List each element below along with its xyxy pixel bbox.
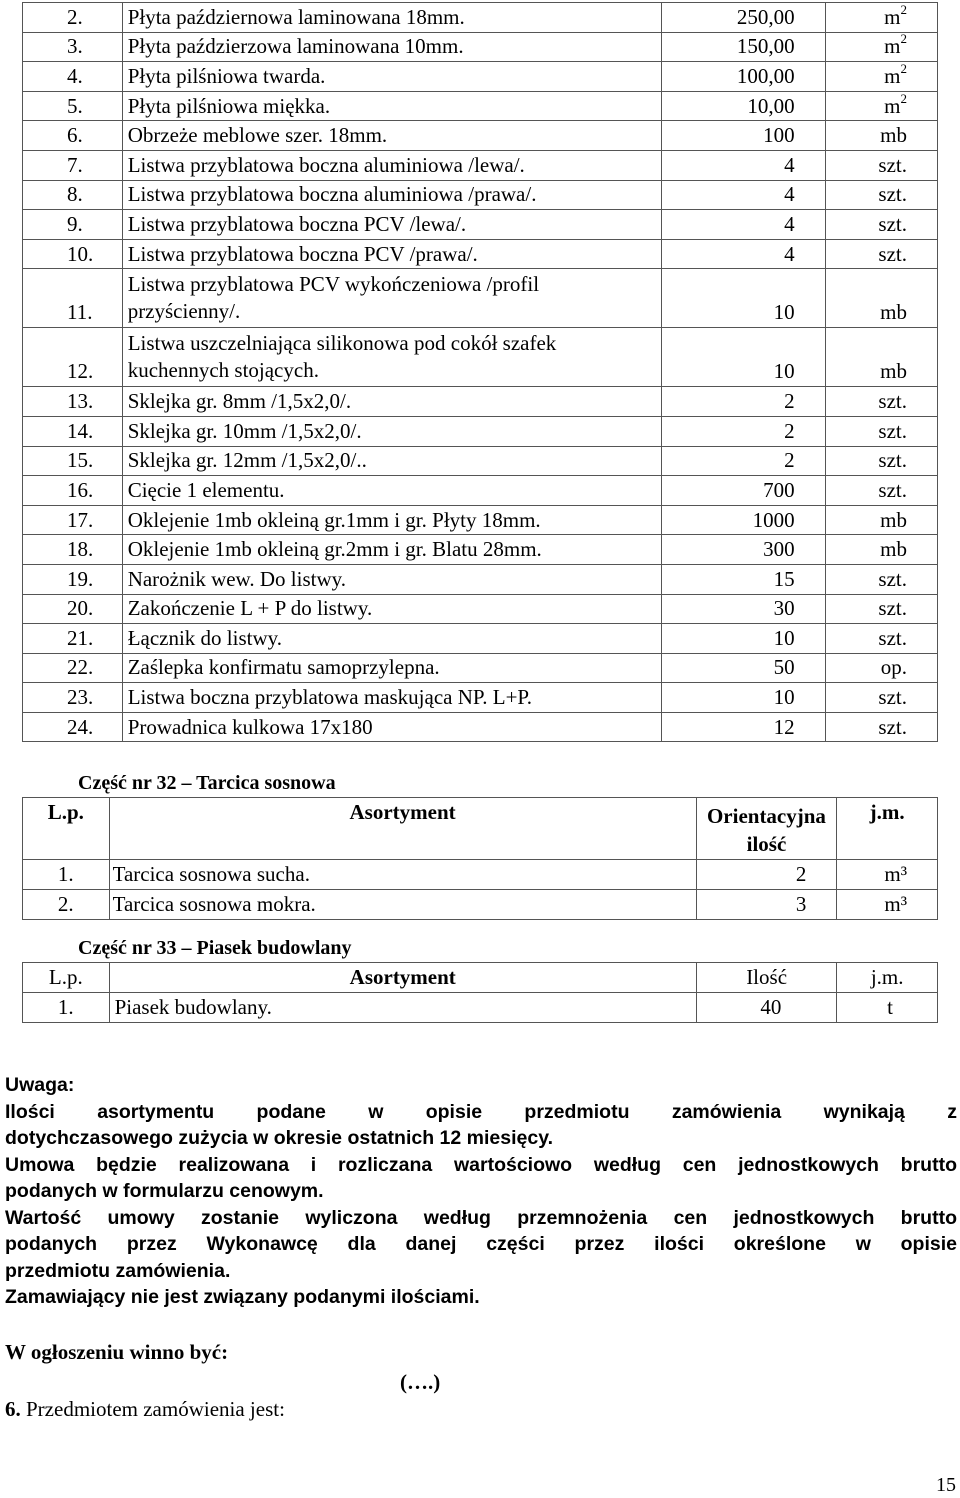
row-number: 13. [23, 387, 123, 417]
row-number: 23. [23, 683, 123, 713]
row-unit [825, 91, 937, 121]
table-header-row [23, 798, 938, 860]
header-lp: L.p. [23, 798, 110, 860]
item-text: Przedmiotem zamówienia jest: [26, 1397, 285, 1421]
row-quantity: 10 [661, 624, 825, 654]
row-description: Płyta pilśniowa twarda. [122, 62, 661, 92]
table-row [23, 476, 938, 506]
unit-text: szt. [878, 596, 907, 621]
unit-text: mb [880, 359, 907, 384]
row-unit [825, 121, 937, 151]
table-row [23, 239, 938, 269]
notes-heading: Uwaga: [5, 1074, 75, 1096]
row-number: 19. [23, 564, 123, 594]
unit-text: szt. [878, 714, 907, 739]
row-unit [825, 505, 937, 535]
row-unit [825, 564, 937, 594]
row-number: 1. [23, 993, 110, 1023]
row-unit [825, 269, 937, 328]
row-quantity: 100 [661, 121, 825, 151]
unit-exponent: 2 [900, 90, 907, 106]
row-unit [825, 594, 937, 624]
header-qty-line1: Orientacyjna [706, 804, 826, 828]
row-description: Oklejenie 1mb okleiną gr.2mm i gr. Blatu 28mm. [122, 535, 661, 565]
row-number: 24. [23, 712, 123, 742]
row-description: Oklejenie 1mb okleiną gr.1mm i gr. Płyty 18mm. [122, 505, 661, 535]
row-number: 17. [23, 505, 123, 535]
row-number: 20. [23, 594, 123, 624]
row-quantity: 50 [661, 653, 825, 683]
row-description: Prowadnica kulkowa 17x180 [122, 712, 661, 742]
note-line: Ilości asortymentu podane w opisie przedmiotu zamówienia wynikają z [5, 1100, 957, 1123]
unit-text: szt. [878, 418, 907, 443]
row-description: Listwa przyblatowa boczna aluminiowa /lewa/. [122, 150, 661, 180]
row-description: Piasek budowlany. [109, 993, 696, 1023]
row-number: 15. [23, 446, 123, 476]
row-quantity: 10 [661, 683, 825, 713]
row-unit [825, 416, 937, 446]
table-row [23, 594, 938, 624]
row-number: 2. [23, 889, 110, 919]
row-unit [825, 32, 937, 62]
row-quantity: 2 [661, 416, 825, 446]
note-line: Zamawiający nie jest związany podanymi ilościami. [5, 1286, 480, 1308]
row-unit [825, 387, 937, 417]
row-number: 4. [23, 62, 123, 92]
table-row [23, 535, 938, 565]
unit-text: szt. [878, 685, 907, 710]
note-line: Umowa będzie realizowana i rozliczana wartościowo według cen jednostkowych brutto [5, 1153, 957, 1176]
row-unit [825, 3, 937, 33]
row-unit [825, 476, 937, 506]
header-unit: j.m. [837, 798, 938, 860]
part32-title: Część nr 32 – Tarcica sosnowa [78, 772, 336, 794]
table-row [23, 32, 938, 62]
unit-text: szt. [878, 152, 907, 177]
unit-text: mb [880, 300, 907, 325]
header-qty [696, 798, 837, 860]
row-description: Tarcica sosnowa sucha. [109, 859, 696, 889]
item-6 [5, 1397, 285, 1422]
row-description: Tarcica sosnowa mokra. [109, 889, 696, 919]
row-description: Płyta pilśniowa miękka. [122, 91, 661, 121]
description-line1: Listwa uszczelniająca silikonowa pod cokół szafek [127, 331, 557, 356]
table-row [23, 210, 938, 240]
unit-text: op. [880, 655, 907, 680]
row-description: Obrzeże meblowe szer. 18mm. [122, 121, 661, 151]
row-quantity: 2 [661, 387, 825, 417]
header-asortyment: Asortyment [109, 963, 696, 993]
table-row [23, 624, 938, 654]
table-row [23, 993, 938, 1023]
row-description: Listwa przyblatowa boczna PCV /lewa/. [122, 210, 661, 240]
row-description [122, 269, 661, 328]
row-quantity: 2 [696, 859, 837, 889]
row-number: 7. [23, 150, 123, 180]
note-line: przedmiotu zamówienia. [5, 1259, 231, 1282]
row-quantity: 4 [661, 210, 825, 240]
row-quantity: 10 [661, 328, 825, 387]
row-quantity: 40 [696, 993, 837, 1023]
row-number: 9. [23, 210, 123, 240]
row-unit [825, 180, 937, 210]
row-description: Zakończenie L + P do listwy. [122, 594, 661, 624]
ogloszenie-heading: W ogłoszeniu winno być: [5, 1340, 229, 1364]
row-quantity: 250,00 [661, 3, 825, 33]
table-row [23, 121, 938, 151]
row-unit: m³ [837, 859, 938, 889]
unit-exponent: 2 [900, 60, 907, 76]
row-number: 11. [23, 269, 123, 328]
unit-text: szt. [878, 477, 907, 502]
unit-text: szt. [878, 211, 907, 236]
row-description: Listwa przyblatowa boczna PCV /prawa/. [122, 239, 661, 269]
row-unit [825, 328, 937, 387]
row-unit [825, 712, 937, 742]
note-line: Wartość umowy zostanie wyliczona według przemnożenia cen jednostkowych brutto [5, 1206, 957, 1229]
part33-table [22, 962, 938, 1023]
table-row [23, 387, 938, 417]
row-quantity: 10,00 [661, 91, 825, 121]
row-unit [825, 239, 937, 269]
table-row [23, 180, 938, 210]
part33-title: Część nr 33 – Piasek budowlany [78, 937, 352, 959]
table-row [23, 150, 938, 180]
row-description [122, 328, 661, 387]
row-number: 12. [23, 328, 123, 387]
row-number: 21. [23, 624, 123, 654]
header-unit: j.m. [837, 963, 938, 993]
ellipsis: (….) [400, 1370, 441, 1394]
row-quantity: 3 [696, 889, 837, 919]
row-number: 6. [23, 121, 123, 151]
table-row [23, 505, 938, 535]
row-unit [825, 446, 937, 476]
row-unit [825, 62, 937, 92]
table-row [23, 269, 938, 328]
row-quantity: 1000 [661, 505, 825, 535]
note-line: podanych w formularzu cenowym. [5, 1180, 324, 1202]
row-unit: m³ [837, 889, 938, 919]
part32-table [22, 797, 938, 920]
table-row [23, 328, 938, 387]
unit-text: szt. [878, 241, 907, 266]
description-line2: przyścienny/. [127, 299, 241, 324]
notes-section [5, 1072, 957, 1311]
row-number: 10. [23, 239, 123, 269]
row-description: Płyta paździerzowa laminowana 10mm. [122, 32, 661, 62]
unit-text: m [884, 63, 901, 88]
row-number: 8. [23, 180, 123, 210]
row-description: Płyta październowa laminowana 18mm. [122, 3, 661, 33]
row-number: 18. [23, 535, 123, 565]
row-description: Zaślepka konfirmatu samoprzylepna. [122, 653, 661, 683]
table-row [23, 683, 938, 713]
unit-text: szt. [878, 182, 907, 207]
row-quantity: 700 [661, 476, 825, 506]
description-line1: Listwa przyblatowa PCV wykończeniowa /profil [127, 272, 540, 297]
table-row [23, 91, 938, 121]
row-quantity: 4 [661, 239, 825, 269]
page-number: 15 [936, 1474, 956, 1496]
header-qty-line2: ilość [746, 832, 787, 857]
table-row [23, 416, 938, 446]
items-table [22, 2, 938, 742]
unit-text: mb [880, 507, 907, 532]
row-number: 2. [23, 3, 123, 33]
unit-text: szt. [878, 448, 907, 473]
row-number: 22. [23, 653, 123, 683]
row-quantity: 300 [661, 535, 825, 565]
unit-text: mb [880, 537, 907, 562]
row-number: 1. [23, 859, 110, 889]
table-row [23, 62, 938, 92]
row-quantity: 100,00 [661, 62, 825, 92]
unit-text: mb [880, 123, 907, 148]
row-quantity: 10 [661, 269, 825, 328]
unit-text: m [884, 34, 901, 59]
row-quantity: 12 [661, 712, 825, 742]
unit-text: szt. [878, 625, 907, 650]
row-description: Łącznik do listwy. [122, 624, 661, 654]
row-quantity: 15 [661, 564, 825, 594]
table-row [23, 446, 938, 476]
table-header-row [23, 963, 938, 993]
header-lp: L.p. [23, 963, 110, 993]
table-row [23, 3, 938, 33]
unit-text: szt. [878, 566, 907, 591]
row-description: Listwa boczna przyblatowa maskująca NP. L+P. [122, 683, 661, 713]
row-description: Sklejka gr. 12mm /1,5x2,0/.. [122, 446, 661, 476]
note-line: podanych przez Wykonawcę dla danej części przez ilości określone w opisie [5, 1233, 957, 1255]
row-quantity: 4 [661, 180, 825, 210]
row-unit [825, 210, 937, 240]
row-unit [825, 150, 937, 180]
unit-text: szt. [878, 389, 907, 414]
row-unit: t [837, 993, 938, 1023]
row-quantity: 2 [661, 446, 825, 476]
header-asortyment: Asortyment [109, 798, 696, 860]
row-number: 5. [23, 91, 123, 121]
table-row [23, 653, 938, 683]
row-description: Cięcie 1 elementu. [122, 476, 661, 506]
table-row [23, 712, 938, 742]
row-description: Sklejka gr. 10mm /1,5x2,0/. [122, 416, 661, 446]
item-number: 6. [5, 1397, 21, 1421]
row-description: Sklejka gr. 8mm /1,5x2,0/. [122, 387, 661, 417]
row-description: Listwa przyblatowa boczna aluminiowa /prawa/. [122, 180, 661, 210]
row-number: 3. [23, 32, 123, 62]
unit-exponent: 2 [900, 1, 907, 17]
row-unit [825, 683, 937, 713]
note-line: dotychczasowego zużycia w okresie ostatnich 12 miesięcy. [5, 1127, 554, 1149]
row-number: 14. [23, 416, 123, 446]
table-row [23, 859, 938, 889]
row-number: 16. [23, 476, 123, 506]
table-row [23, 564, 938, 594]
header-qty: Ilość [696, 963, 837, 993]
row-unit [825, 624, 937, 654]
row-quantity: 30 [661, 594, 825, 624]
description-line2: kuchennych stojących. [127, 358, 319, 383]
row-unit [825, 653, 937, 683]
row-description: Narożnik wew. Do listwy. [122, 564, 661, 594]
row-unit [825, 535, 937, 565]
row-quantity: 4 [661, 150, 825, 180]
unit-text: m [884, 4, 901, 29]
row-quantity: 150,00 [661, 32, 825, 62]
unit-exponent: 2 [900, 31, 907, 47]
table-row [23, 889, 938, 919]
unit-text: m [884, 93, 901, 118]
